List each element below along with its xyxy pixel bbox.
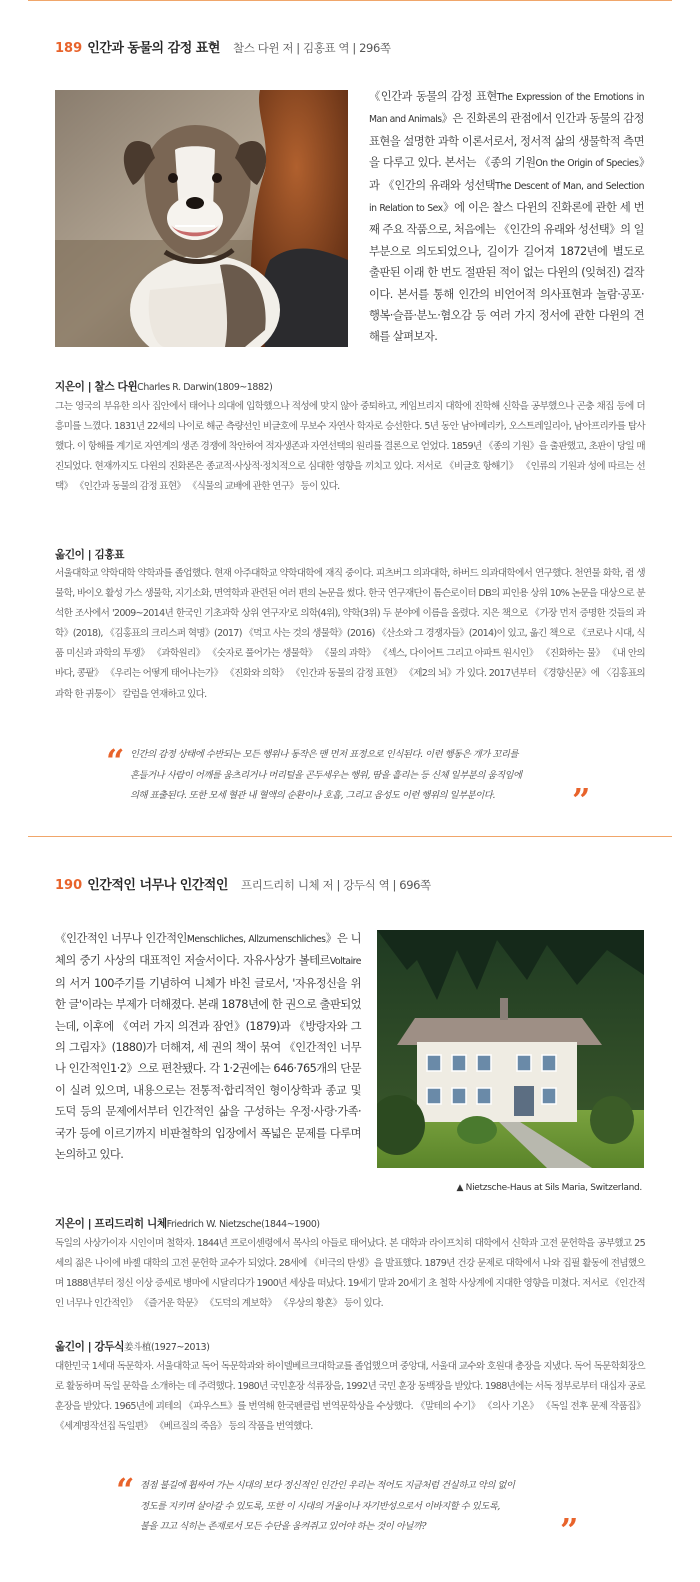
book-190-translator bbox=[55, 1338, 645, 1437]
book-189-description bbox=[369, 86, 644, 354]
book-190-author bbox=[55, 1215, 645, 1314]
close-quote-icon: ” bbox=[560, 1511, 579, 1549]
book-189-translator bbox=[55, 546, 645, 705]
book-189-quote bbox=[130, 745, 590, 807]
translator-label: 옮긴이 | 김홍표 bbox=[55, 549, 125, 561]
book-190-quote bbox=[140, 1476, 580, 1538]
translator-name-hanja: 姜斗植 bbox=[124, 1342, 151, 1353]
top-divider bbox=[28, 0, 672, 1]
desc-part: 》에 이은 찰스 다윈의 진화론에 관한 세 번째 주요 작품으로, 처음에는 《인간의 유래와 성선택》의 일부분으로 의도되었으나, 길이가 길어져 1872년에 별도로 출판된 이래 한 번도 절판된 적이 없는 다윈의 (잊혀진) 걸작이다. 본서를 통해 인간의 비언어적 의사표현과 놀람·공포·행복·슬픔·분노·혐오감 등 여러 가지 정서에 관한 다윈의 견해를 살펴보자. bbox=[369, 201, 645, 344]
quote-line: 인간의 감정 상태에 수반되는 모든 행위나 동작은 맨 먼저 표정으로 인식된다. 이런 행동은 개가 꼬리를 bbox=[130, 749, 519, 760]
translator-bio: 대한민국 1세대 독문학자. 서울대학교 독어 독문학과와 하이델베르크대학교를 졸업했으며 중앙대, 서울대 교수와 호원대 총장을 지냈다. 독어 독문학회장으로 활동하며 독일 문학을 소개하는 데 주력했다. 1980년 국민훈장 석류장을, 1992년 국민 훈장 동백장을 받았다. 1988년에는 서독 정부로부터 대십자 공로 훈장을 받았다. 1965년에 괴테의 《파우스트》를 번역해 한국펜클럽 번역문학상을 수상했다. 《말테의 수기》 《의사 기온》 《독일 전후 문제 작품집》 《세계명작선집 독일편》 《베르질의 죽음》 등의 작품을 번역했다. bbox=[55, 1361, 645, 1433]
quote-line: 정도를 지키며 살아갈 수 있도록, 또한 이 시대의 거울이나 자기반성으로서 이바지할 수 있도록, bbox=[140, 1500, 500, 1512]
book-number: 190 bbox=[55, 878, 83, 893]
desc-part: 《인간적인 너무나 인간적인 bbox=[55, 932, 187, 945]
author-heading bbox=[55, 1215, 645, 1234]
translator-label: 옮긴이 | 강두식 bbox=[55, 1341, 125, 1353]
desc-part-en: The Descent of Man, and Selection in Relation to Sex bbox=[369, 180, 644, 215]
photo-caption: ▲ Nietzsche-Haus at Sils Maria, Switzerland. bbox=[456, 1183, 642, 1193]
author-name-en: Friedrich W. Nietzsche(1844~1900) bbox=[166, 1219, 320, 1230]
quote-line: 점점 불길에 휩싸여 가는 시대의 보다 정신적인 인간인 우리는 적어도 지금처럼 건실하고 악의 없이 bbox=[140, 1480, 515, 1491]
book-title: 인간과 동물의 감정 표현 bbox=[87, 41, 220, 56]
desc-part: 》은 니체의 중기 사상의 대표적인 저술서이다. 자유사상가 볼테르 bbox=[55, 932, 362, 968]
desc-part-en: Menschliches, Allzumenschliches bbox=[186, 934, 326, 945]
quote-line: 흔들거나 사람이 어깨를 움츠리거나 머리털을 곤두세우는 행위, 땀을 흘리는 등 신체 일부분의 움직임에 bbox=[130, 769, 522, 781]
desc-part-en: Voltaire bbox=[329, 956, 361, 968]
translator-heading bbox=[55, 1338, 645, 1357]
book-meta: 찰스 다윈 저 | 김홍표 역 | 296쪽 bbox=[233, 41, 391, 55]
author-bio: 독일의 사상가이자 시인이며 철학자. 1844년 프로이센령에서 목사의 아들로 태어났다. 본 대학과 라이프치히 대학에서 신학과 고전 문헌학을 공부했고 25세의 젊은 나이에 바젤 대학의 고전 문헌학 교수가 되었다. 28세에 《비극의 탄생》을 발표했다. 1879년 건강 문제로 대학에서 나와 집필 활동에 전념했으며 1888년부터 정신 이상 증세로 병마에 시달리다가 1900년 세상을 떠났다. 19세기 말과 20세기 초 철학 사상계에 지대한 영향을 미쳤다. 저서로 《인간적인 너무나 인간적인》 《즐거운 학문》 《도덕의 계보학》 《우상의 황혼》 등이 있다. bbox=[55, 1238, 645, 1310]
author-name-en: Charles R. Darwin(1809~1882) bbox=[137, 382, 273, 393]
close-quote-icon: ” bbox=[572, 781, 591, 819]
book-title: 인간적인 너무나 인간적인 bbox=[87, 878, 228, 893]
author-heading bbox=[55, 378, 645, 397]
book-number: 189 bbox=[55, 41, 83, 56]
author-bio: 그는 영국의 부유한 의사 집안에서 태어나 의대에 입학했으나 적성에 맞지 않아 중퇴하고, 케임브리지 대학에 진학해 신학을 공부했으나 곤충 채집 등에 더 흥미를 느꼈다. 1831년 22세의 나이로 해군 측량선인 비글호에 무보수 자연사 학자로 승선한다. 5년 동안 남아메리카, 오스트레일리아, 남아프리카를 탐사했다. 이 항해를 계기로 자연계의 생존 경쟁에 착안하여 적자생존과 자연선택의 원리를 결론으로 얻었다. 1859년 《종의 기원》을 출판했고, 초판이 당일 매진되었다. 현재까지도 다윈의 진화론은 종교적·사상적·정치적으로 심대한 영향을 끼치고 있다. 저서로 《비글호 항해기》 《인류의 기원과 성에 따르는 선택》 《인간과 동물의 감정 표현》 《식물의 교배에 관한 연구》 등이 있다. bbox=[55, 401, 645, 493]
quote-line: 의해 표출된다. 또한 모세 혈관 내 혈액의 순환이나 호흡, 그리고 음성도 이런 행위의 일부분이다. bbox=[130, 790, 495, 801]
book-189-author bbox=[55, 378, 645, 497]
desc-part-en: On the Origin of Species bbox=[535, 158, 639, 170]
translator-bio: 서울대학교 약학대학 약학과를 졸업했다. 현재 아주대학교 약학대학에 재직 중이다. 피츠버그 의과대학, 하버드 의과대학에서 연구했다. 천연물 화학, 쥠 생물학, 바이오 활성 가스 생물학, 지기소화, 면역학과 관련된 여러 편의 논문을 썼다. 한국 연구재단이 톰슨로이터 DB의 피인용 상위 10% 논문을 대상으로 분석한 조사에서 '2009~2014년 한국인 기초과학 상위 연구자'로 의학(4위), 약학(3위) 두 분야에 이름을 올렸다. 지은 책으로 《가장 먼저 증명한 것들의 과학》(2018), 《김홍표의 크리스퍼 혁명》(2017) 《먹고 사는 것의 생물학》(2016) 《산소와 그 경쟁자들》(2014)이 있고, 옮긴 책으로 《코로나 시대, 식품 미신과 과학의 투쟁》 《과학원리》 《숫자로 풀어가는 생물학》 《물의 과학》 《섹스, 다이어트 그리고 아파트 원시인》 《진화하는 물》 《내 안의 바다, 콩팥》 《우리는 어떻게 태어나는가》 《진화와 의학》 《인간과 동물의 감정 표현》 《제2의 뇌》가 있다. 2017년부터 《경향신문》에 〈김홍표의 과학 한 귀퉁이〉 칼럼을 연재하고 있다. bbox=[55, 568, 645, 700]
open-quote-icon: “ bbox=[106, 742, 125, 780]
translator-years: (1927~2013) bbox=[150, 1342, 210, 1353]
desc-part: 의 서거 100주기를 기념하여 니체가 바친 글로서, '자유정신을 위한 글'이라는 부제가 더해졌다. 본래 1878년에 한 권으로 출판되었는데, 이후에 《여러 가지 의견과 잠언》(1879)과 《방랑자와 그의 그림자》(1880)가 더해져, 세 권의 책이 묶여 《인간적인 너무나 인간적인1·2》으로 편찬됐다. 각 1·2권에는 646·765개의 단문이 실려 있으며, 내용으로는 전통적·합리적인 형이상학과 종교 및 도덕 등의 문제에서부터 인간적인 삶을 구성하는 우정·사랑·가족·국가 등에 이르기까지 비판철학의 입장에서 폭넓은 문제를 다루며 논의하고 있다. bbox=[55, 976, 361, 1162]
nietzsche-house-photo bbox=[377, 930, 644, 1168]
book-190-header bbox=[55, 874, 431, 893]
desc-part: 》은 진화론의 관점에서 인간과 동물의 감정 표현을 설명한 과학 이론서로서, 정서적 삶의 생물학적 측면을 다루고 있다. 본서는 《종의 기원 bbox=[369, 112, 644, 170]
desc-part: 《인간과 동물의 감정 표현 bbox=[369, 90, 497, 103]
author-label: 지은이 | 찰스 다윈 bbox=[55, 381, 138, 393]
book-190-description bbox=[55, 928, 361, 1178]
desc-part-en: The Expression of the Emotions in Man and Animals bbox=[369, 92, 645, 126]
open-quote-icon: “ bbox=[116, 1471, 135, 1509]
desc-part: 》과 《인간의 유래와 성선택 bbox=[369, 156, 644, 192]
section-divider bbox=[28, 836, 672, 837]
quote-line: 불을 끄고 식히는 존재로서 모든 수단을 움켜쥐고 있어야 하는 것이 아닐까? bbox=[140, 1521, 427, 1532]
book-meta: 프리드리히 니체 저 | 강두식 역 | 696쪽 bbox=[241, 878, 431, 892]
author-label: 지은이 | 프리드리히 니체 bbox=[55, 1218, 167, 1230]
dog-photo bbox=[55, 90, 348, 347]
book-189-header bbox=[55, 37, 391, 56]
